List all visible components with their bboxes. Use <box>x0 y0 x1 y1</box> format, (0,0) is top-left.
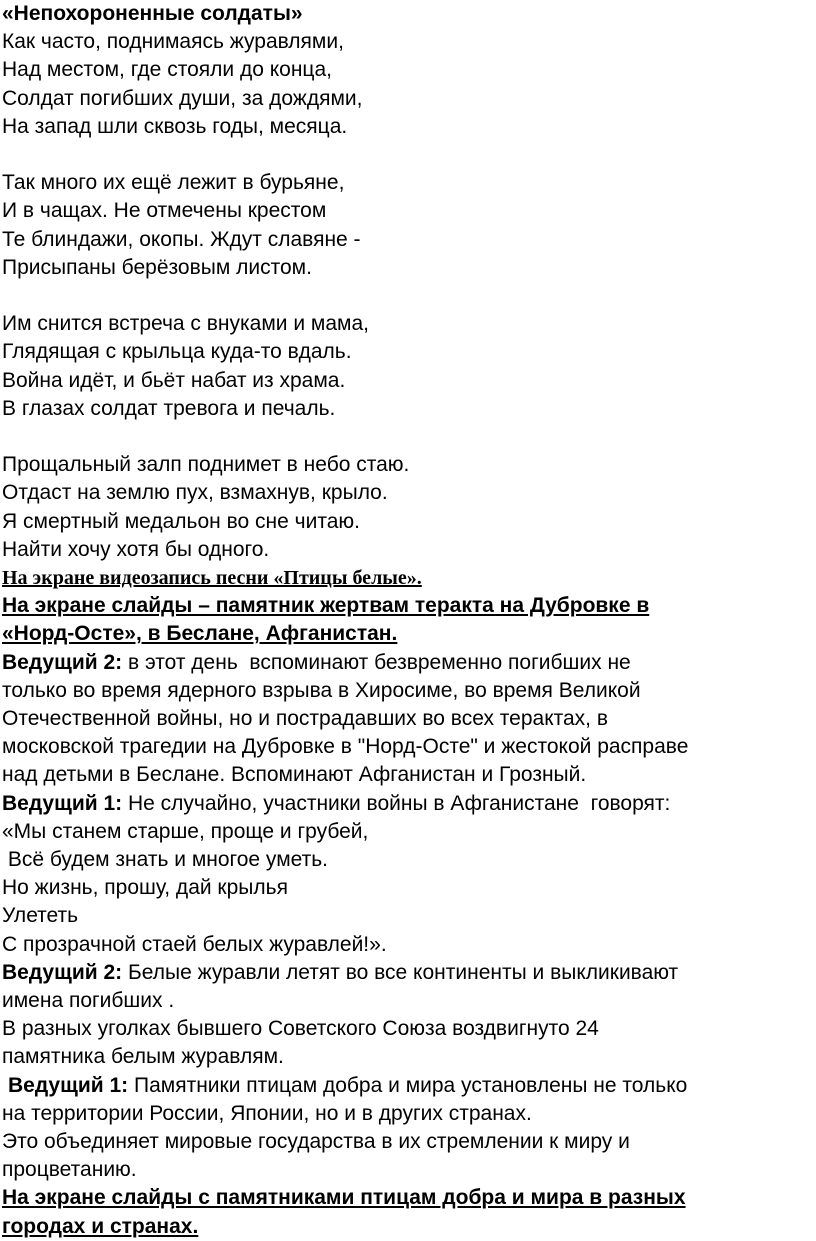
video-note: На экране видеозапись песни «Птицы белые». <box>2 567 422 590</box>
speech-line: имена погибших . <box>2 989 175 1013</box>
speech-text: Памятники птицам добра и мира установлены не только <box>128 1073 688 1097</box>
slides-note-line: На экране слайды – памятник жертвам теракта на Дубровке в <box>2 594 650 618</box>
speech-line: Отечественной войны, но и пострадавших во всех терактах, в <box>2 707 609 731</box>
speech-line: над детьми в Беслане. Вспоминают Афганистан и Грозный. <box>2 763 587 787</box>
speech-line: Но жизнь, прошу, дай крылья <box>2 876 288 900</box>
slides-note-1 <box>2 592 812 648</box>
speech-line: Всё будем знать и многое уметь. <box>2 848 329 872</box>
poem-line: Так много их ещё лежит в бурьяне, <box>2 171 345 195</box>
poem-line: Глядящая с крыльца куда-то вдаль. <box>2 340 352 364</box>
poem-line: Те блиндажи, окопы. Ждут славяне - <box>2 227 361 251</box>
stanza-gap <box>2 141 812 169</box>
poem-stanza-1 <box>2 28 812 141</box>
speech-line: В разных уголках бывшего Советского Союза воздвигнуто 24 <box>2 1017 599 1041</box>
slides-note-line: «Норд-Осте», в Беслане, Афганистан. <box>2 622 398 646</box>
poem-line: В глазах солдат тревога и печаль. <box>2 396 336 420</box>
poem-line: Присыпаны берёзовым листом. <box>2 255 312 279</box>
poem-line: Солдат погибших души, за дождями, <box>2 86 363 110</box>
stanza-gap <box>2 423 812 451</box>
speech-text: Белые журавли летят во все континенты и выкликивают <box>122 960 679 984</box>
poem-title: «Непохороненные солдаты» <box>2 2 303 25</box>
speech-block-2 <box>2 790 812 959</box>
speech-line: только во время ядерного взрыва в Хиросиме, во время Великой <box>2 678 641 702</box>
speaker-label: Ведущий 1: <box>2 791 123 815</box>
speech-line: Это объединяет мировые государства в их стремлении к миру и <box>2 1130 630 1154</box>
speech-first-line <box>2 1072 812 1100</box>
speech-block-3 <box>2 959 812 1072</box>
speech-text: в этот день вспоминают безвременно погибших не <box>122 650 631 674</box>
poem-line: Отдаст на землю пух, взмахнув, крыло. <box>2 481 388 505</box>
speech-line: на территории России, Японии, но и в других странах. <box>2 1101 532 1125</box>
speech-first-line <box>2 790 812 818</box>
speech-line: московской трагедии на Дубровке в "Норд-Осте" и жестокой расправе <box>2 735 689 759</box>
speaker-label: Ведущий 2: <box>2 960 123 984</box>
poem-stanza-4 <box>2 451 812 564</box>
speaker-label: Ведущий 2: <box>2 650 123 674</box>
poem-line: Найти хочу хотя бы одного. <box>2 537 270 561</box>
speaker-label: Ведущий 1: <box>8 1073 129 1097</box>
slides-note-2 <box>2 1184 812 1240</box>
poem-line: Как часто, поднимаясь журавлями, <box>2 30 344 54</box>
speech-first-line <box>2 649 812 677</box>
stanza-gap <box>2 282 812 310</box>
speech-line: Улететь <box>2 904 79 928</box>
poem-line: На запад шли сквозь годы, месяца. <box>2 114 348 138</box>
slides-note-line: На экране слайды с памятниками птицам добра и мира в разных <box>2 1186 686 1210</box>
speech-line: С прозрачной стаей белых журавлей!». <box>2 932 387 956</box>
speech-text: Не случайно, участники войны в Афганистане говорят: <box>122 791 671 815</box>
speech-line: памятника белым журавлям. <box>2 1045 284 1069</box>
poem-line: Над местом, где стояли до конца, <box>2 58 332 82</box>
poem-stanza-3 <box>2 310 812 423</box>
slides-note-line: городах и странах. <box>2 1214 199 1238</box>
poem-line: Прощальный залп поднимет в небо стаю. <box>2 453 410 477</box>
poem-line: Я смертный медальон во сне читаю. <box>2 509 360 533</box>
poem-line: Им снится встреча с внуками и мама, <box>2 312 369 336</box>
poem-stanza-2 <box>2 169 812 282</box>
poem-line: И в чащах. Не отмечены крестом <box>2 199 327 223</box>
speech-line: «Мы станем старше, проще и грубей, <box>2 819 369 843</box>
document-page <box>2 0 812 1241</box>
speech-line: процветанию. <box>2 1158 137 1182</box>
speech-block-4 <box>2 1072 812 1185</box>
speech-block-1 <box>2 649 812 790</box>
speech-first-line <box>2 959 812 987</box>
poem-line: Война идёт, и бьёт набат из храма. <box>2 368 346 392</box>
